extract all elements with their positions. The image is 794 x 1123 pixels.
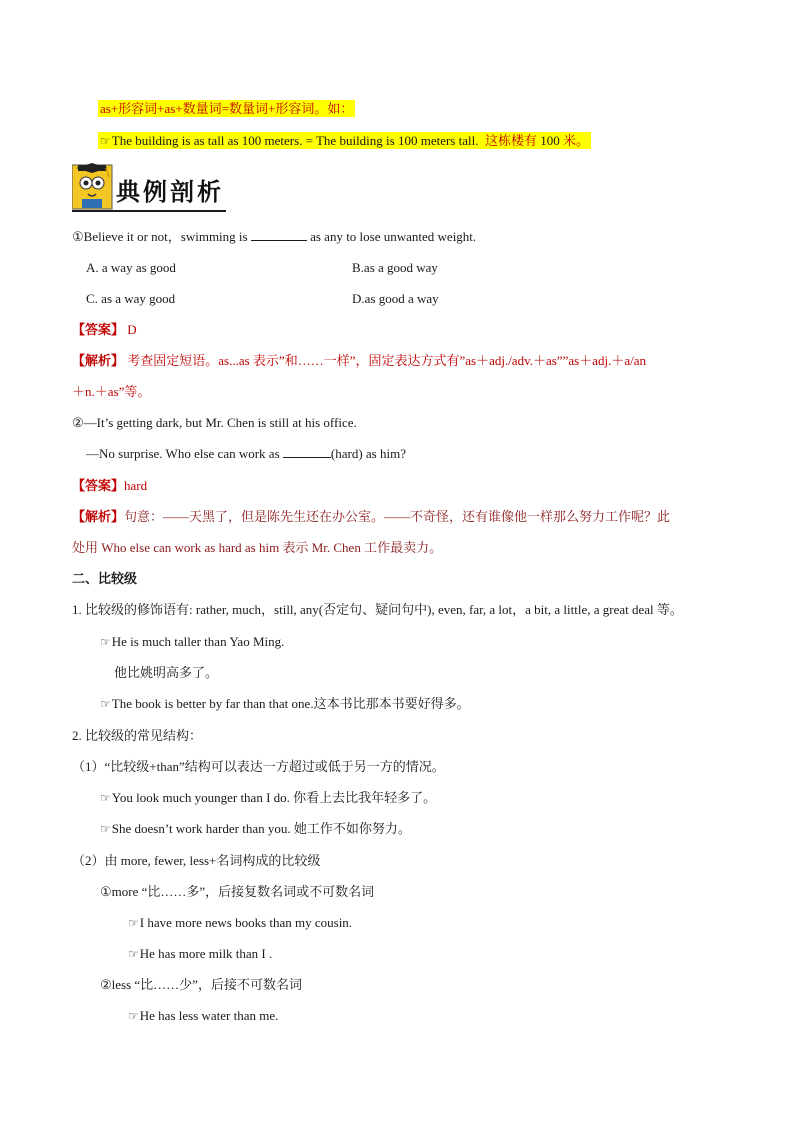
q2-analysis-line1: 【解析】句意：——天黑了，但是陈先生还在办公室。——不奇怪，还有谁像他一样那么努力工作呢？此 — [72, 509, 671, 524]
pointer-icon: ☞ — [100, 635, 111, 649]
more-rule: ①more “比……多”，后接复数名词或不可数名词 — [100, 884, 375, 899]
subsection-2: （2）由 more, fewer, less+名词构成的比较级 — [72, 853, 321, 868]
q1-analysis-line1: 【解析】 考查固定短语。as...as 表示”和……一样”，固定表达方式有”as＋adj./adv.＋as””as＋adj.＋a/an — [72, 353, 646, 368]
circle-one-icon: ① — [72, 229, 84, 244]
circle-two-icon: ② — [72, 415, 84, 430]
paragraph-modifiers: 1. 比较级的修饰语有: rather, much，still, any(否定句、疑问句中), even, far, a lot，a bit, a little, a great deal 等。 — [72, 602, 683, 617]
less-rule: ②less “比……少”，后接不可数名词 — [100, 977, 302, 992]
example-line: ☞He has less water than me. — [128, 1008, 279, 1023]
example-line: ☞I have more news books than my cousin. — [128, 915, 353, 930]
paragraph-structures: 2. 比较级的常见结构： — [72, 728, 203, 743]
q1-option-b: B.as a good way — [352, 260, 438, 275]
q2-line2: —No surprise. Who else can work as (hard) as him? — [86, 446, 406, 461]
rule-example-line — [98, 132, 591, 150]
q1-option-d: D.as good a way — [352, 291, 439, 306]
example-line: ☞The book is better by far than that one.这本书比那本书要好得多。 — [100, 696, 470, 711]
pointer-icon: ☞ — [100, 822, 111, 836]
q1-analysis-line2: ＋n.＋as”等。 — [72, 384, 151, 399]
subsection-1: （1）“比较级+than”结构可以表达一方超过或低于另一方的情况。 — [72, 759, 445, 774]
pointer-icon: ☞ — [128, 1009, 139, 1023]
circle-one-icon: ① — [100, 884, 112, 899]
q2-line1: ②—It’s getting dark, but Mr. Chen is still at his office. — [72, 415, 357, 430]
pointer-icon: ☞ — [100, 134, 111, 148]
example-line: ☞He has more milk than I . — [128, 946, 273, 961]
pointer-icon: ☞ — [128, 947, 139, 961]
example-line: ☞He is much taller than Yao Ming. — [100, 634, 285, 649]
pointer-icon: ☞ — [128, 916, 139, 930]
answer-blank — [251, 228, 307, 241]
rule-line — [98, 100, 355, 118]
banner-title: 典例剖析 — [116, 177, 224, 206]
example-line: ☞You look much younger than I do. 你看上去比我年轻多了。 — [100, 790, 437, 805]
pointer-icon: ☞ — [100, 791, 111, 805]
q1-option-c: C. as a way good — [86, 291, 176, 306]
example-translation: 他比姚明高多了。 — [114, 665, 219, 680]
answer-blank — [283, 445, 331, 458]
highlighted-rule: as+形容词+as+数量词=数量词+形容词。如： — [100, 101, 354, 116]
q1-answer: 【答案】 D — [72, 322, 137, 337]
q2-answer: 【答案】hard — [72, 478, 148, 493]
banner-underline — [72, 210, 226, 212]
highlighted-example: ☞The building is as tall as 100 meters. = The building is 100 meters tall. 这栋楼有 100 米。 — [100, 133, 590, 148]
pointer-icon: ☞ — [100, 697, 111, 711]
q1-option-a: A. a way as good — [86, 260, 176, 275]
q1-stem: ①Believe it or not，swimming is as any to lose unwanted weight. — [72, 229, 477, 244]
circle-two-icon: ② — [100, 977, 112, 992]
section-heading: 二、比较级 — [72, 571, 138, 586]
example-line: ☞She doesn’t work harder than you. 她工作不如你努力。 — [100, 821, 411, 836]
q2-analysis-line2: 处用 Who else can work as hard as him 表示 Mr. Chen 工作最卖力。 — [72, 540, 443, 555]
